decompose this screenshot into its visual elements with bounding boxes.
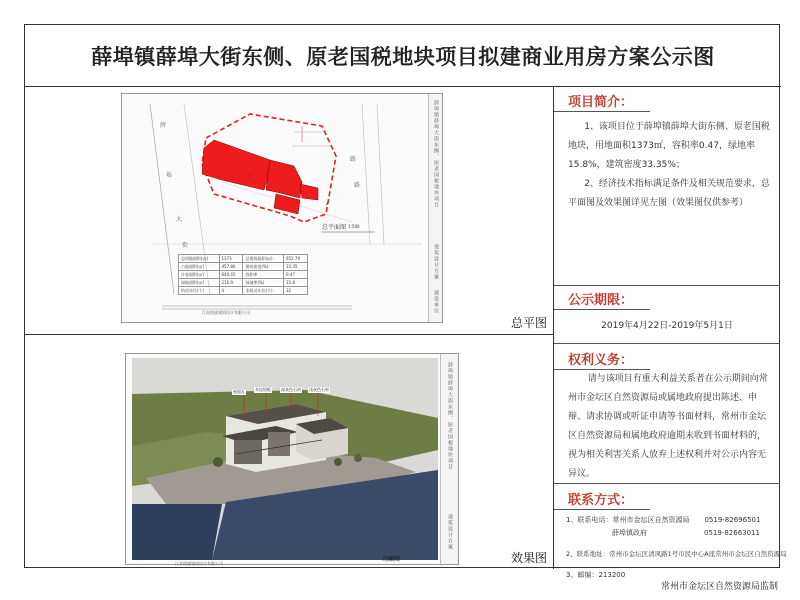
table-row xyxy=(179,255,308,263)
divider xyxy=(554,111,650,112)
site-plan-sheet xyxy=(121,93,443,323)
contact-label: 1、联系电话： xyxy=(566,516,613,524)
spec-table xyxy=(178,254,308,295)
table-row xyxy=(179,271,308,279)
aerial-sub-vertical: 建筑设计方案 xyxy=(447,514,453,550)
divider xyxy=(554,369,650,370)
footer-issuer: 常州市金坛区自然资源局监制 xyxy=(660,582,778,592)
street-label: 路 xyxy=(354,182,361,189)
contact-tel: 0519-82663011 xyxy=(704,529,760,537)
project-intro-heading: 项目简介： xyxy=(568,95,634,110)
project-intro-section xyxy=(554,91,780,213)
street-label: 薛 xyxy=(160,122,167,129)
info-column xyxy=(553,87,787,579)
table-cell: 总建筑面积(㎡) xyxy=(243,255,284,263)
divider xyxy=(554,343,780,344)
material-tag: 屋面瓦 xyxy=(233,389,245,394)
announcement-board xyxy=(24,24,787,579)
street-label: 埠 xyxy=(166,172,173,179)
divider xyxy=(554,285,780,286)
table-cell: 占地面积(㎡) xyxy=(179,263,220,271)
aerial-title-vertical: 薛埠镇薛埠大街东侧、原老国税地块项目 xyxy=(447,362,453,470)
publicity-section xyxy=(554,289,780,331)
aerial-title-strip xyxy=(440,354,458,564)
table-cell: 32 xyxy=(284,287,308,295)
contact-row xyxy=(566,514,780,527)
table-cell: 216.9 xyxy=(219,279,243,287)
site-plan-panel xyxy=(25,87,553,335)
drawings-column xyxy=(25,87,553,569)
table-cell: 计容面积(㎡) xyxy=(179,271,220,279)
contact-row xyxy=(566,527,780,540)
contact-info xyxy=(554,514,787,582)
site-plan-label: 总平图 xyxy=(510,316,547,330)
table-cell: 绿地率(%) xyxy=(243,279,284,287)
table-cell: 33.35 xyxy=(284,263,308,271)
sheet-note-vertical: 建设单位 xyxy=(433,290,439,314)
contact-org: 薛埠镇政府 xyxy=(612,529,647,537)
contact-postcode: 3、邮编：213200 xyxy=(566,571,626,579)
aerial-caption: 鸟瞰图 xyxy=(382,556,401,563)
divider xyxy=(554,509,650,510)
table-row xyxy=(179,287,308,295)
project-intro-p1: 1、该项目位于薛埠镇薛埠大街东侧、原老国税地块，用地面积1373㎡，容积率0.47，绿地率15.8%，建筑密度33.35%； xyxy=(568,122,770,170)
divider xyxy=(554,483,780,484)
aerial-footer-note: 江苏图盛建筑设计有限公司 xyxy=(175,561,223,566)
publicity-period: 2019年4月22日-2019年5月1日 xyxy=(601,321,733,331)
material-tag: 深灰色石材 xyxy=(281,387,301,392)
contact-address: 2、联系地址：常州市金坛区清风路1号市民中心A座常州市金坛区自然资源局 xyxy=(566,550,787,558)
contact-org: 常州市金坛区自然资源局 xyxy=(612,516,690,524)
table-cell: 4 xyxy=(219,287,243,295)
project-intro-p2: 2、经济技术指标满足条件及相关规范要求，总平面图及效果图详见左图（效果图仅供参考） xyxy=(568,179,770,208)
street-label: 街 xyxy=(182,242,189,249)
sheet-title-strip xyxy=(428,94,442,322)
table-row xyxy=(179,263,308,271)
effect-label: 效果图 xyxy=(510,551,547,565)
table-cell: 0.47 xyxy=(284,271,308,279)
aerial-view-image xyxy=(126,354,460,566)
table-cell: 652.79 xyxy=(284,255,308,263)
page-title: 薛埠镇薛埠大街东侧、原老国税地块项目拟建商业用房方案公示图 xyxy=(25,25,781,87)
effect-panel xyxy=(25,335,553,569)
sheet-sub-vertical: 建筑设计方案 xyxy=(433,244,439,280)
rights-text: 请与该项目有重大利益关系者在公示期间向常州市金坛区自然资源局或属地政府提出陈述、申辩、请求协调或听证申请等书面材料，常州市金坛区自然资源局和属地政府逾期未收到书面材料的，视为相关利害关系人放弃上述权利并对公示内容无异议。 xyxy=(568,374,768,479)
street-label: 大 xyxy=(176,216,183,223)
table-cell: 机动车位(个) xyxy=(179,287,220,295)
table-cell: 建筑密度(%) xyxy=(243,263,284,271)
sheet-title-vertical: 薛埠镇薛埠大街东侧、原老国税地块项目 xyxy=(433,100,439,208)
table-cell: 457.86 xyxy=(219,263,243,271)
table-cell: 640.45 xyxy=(219,271,243,279)
rights-section xyxy=(554,349,780,484)
table-cell: 15.8 xyxy=(284,279,308,287)
divider xyxy=(554,309,650,310)
table-cell: 非机动车位(个) xyxy=(243,287,284,295)
sheet-footer-note: 江苏图盛建筑设计有限公司 xyxy=(202,310,250,315)
table-cell: 1373 xyxy=(219,255,243,263)
rights-heading: 权利义务： xyxy=(568,353,634,368)
material-tag: 木纹铝板 xyxy=(255,387,271,392)
table-cell: 绿地面积(㎡) xyxy=(179,279,220,287)
table-cell: 总用地面积(㎡) xyxy=(179,255,220,263)
contact-tel: 0519-82696501 xyxy=(704,516,761,524)
plan-scale: 1:500 xyxy=(348,224,360,229)
material-tag: 浅灰色石材 xyxy=(309,387,329,392)
street-label: 路 xyxy=(350,156,357,163)
table-row xyxy=(179,279,308,287)
aerial-sheet xyxy=(125,353,459,565)
plan-caption: 总平面图 xyxy=(322,224,347,231)
contact-heading: 联系方式： xyxy=(568,493,634,508)
table-cell: 容积率 xyxy=(243,271,284,279)
contact-section xyxy=(554,489,787,582)
publicity-heading: 公示期限： xyxy=(568,293,634,308)
